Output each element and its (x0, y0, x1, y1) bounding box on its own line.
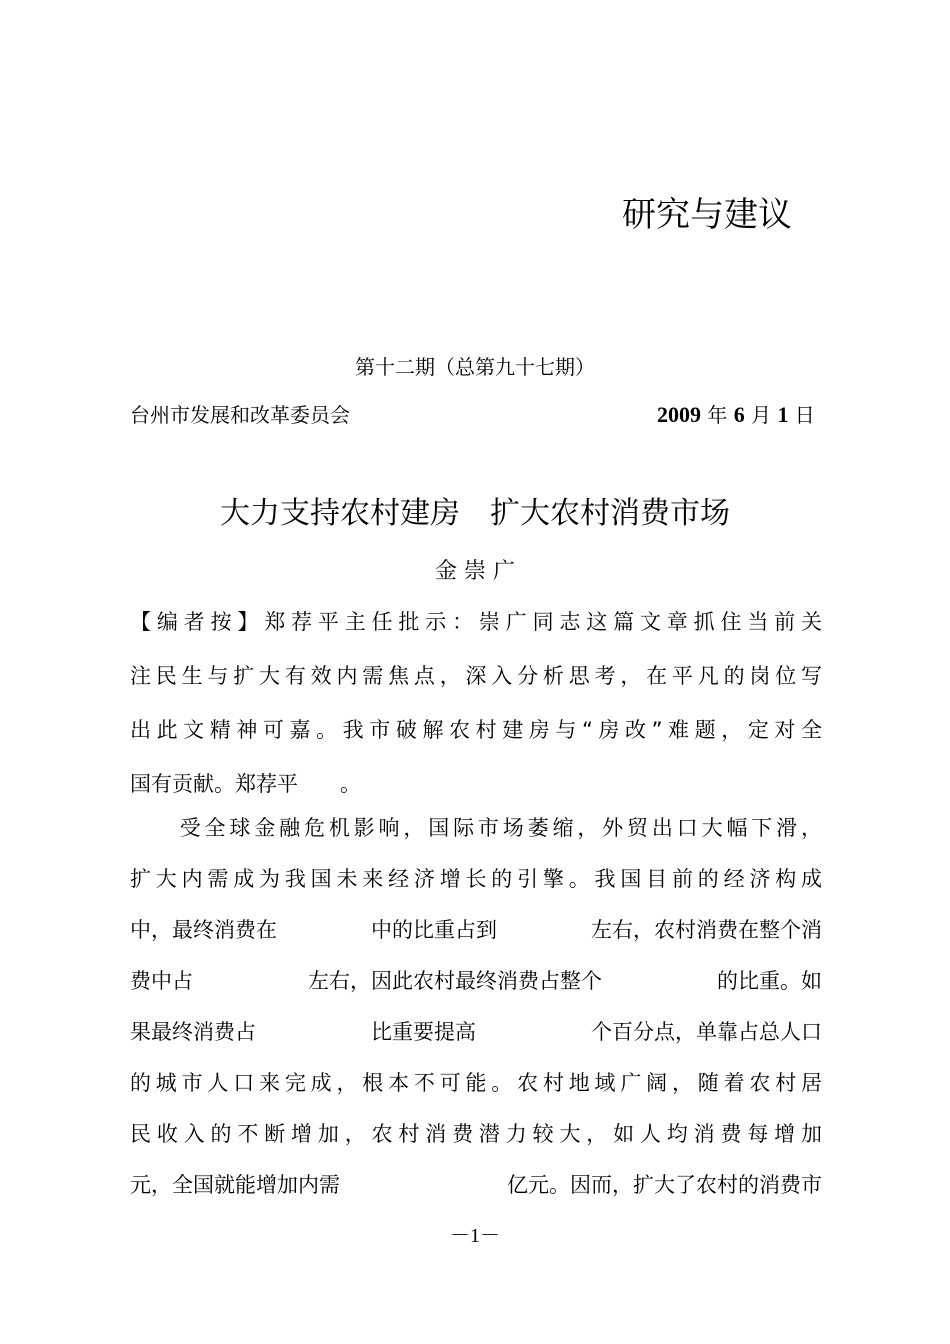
article-author: 金 崇 广 (435, 559, 515, 584)
date-month: 6 (733, 402, 745, 427)
body-text-segment: 比重要提高 (371, 1020, 476, 1044)
date-day: 1 (777, 402, 789, 427)
date-month-unit: 月 (744, 403, 778, 427)
page-number: －1－ (450, 1225, 500, 1247)
body-line (130, 1169, 822, 1201)
body-text-segment: 民收入的不断增加，农村消费潜力较大，如人均消费每增加 (130, 1122, 822, 1146)
body-text-segment: 的比重。如 (717, 969, 822, 993)
editor-note-line (130, 714, 822, 746)
issue-number: 第十二期（总第九十七期） (355, 355, 595, 379)
date-year-unit: 年 (701, 403, 734, 427)
editor-note-text-segment: 注民生与扩大有效内需焦点，深入分析思考，在平凡的岗位写 (130, 664, 822, 688)
editor-note-text-segment: 国有贡献。郑荐平 。 (130, 772, 361, 796)
body-line (130, 863, 822, 895)
body-text-segment: 费中占 (130, 969, 193, 993)
document-header-title: 研究与建议 (622, 195, 792, 235)
body-line (130, 1016, 822, 1048)
editor-note-text-segment: 【编者按】郑荐平主任批示：崇广同志这篇文章抓住当前关 (130, 610, 822, 634)
body-text-segment: 中，最终消费在 (130, 918, 277, 942)
body-text-segment: 左右，因此农村最终消费占整个 (308, 969, 602, 993)
issue-date (657, 400, 815, 430)
body-line (130, 914, 822, 946)
body-line (130, 812, 822, 844)
body-text-segment: 扩大内需成为我国未来经济增长的引擎。我国目前的经济构成 (130, 867, 822, 891)
body-text-segment: 个百分点，单靠占总人口 (591, 1020, 822, 1044)
body-text-segment: 左右，农村消费在整个消 (591, 918, 822, 942)
body-text-segment: 亿元。因而，扩大了农村的消费市 (507, 1173, 822, 1197)
body-text-segment: 受全球金融危机影响，国际市场萎缩，外贸出口大幅下滑， (130, 816, 822, 840)
editor-note-text-segment: 出此文精神可嘉。我市破解农村建房与“房改”难题，定对全 (130, 718, 822, 742)
body-line (130, 1118, 822, 1150)
body-text-segment: 中的比重占到 (371, 918, 497, 942)
issuing-organization: 台州市发展和改革委员会 (130, 403, 350, 427)
body-text-segment: 果最终消费占 (130, 1020, 256, 1044)
body-text-segment: 元，全国就能增加内需 (130, 1173, 340, 1197)
article-title: 大力支持农村建房 扩大农村消费市场 (220, 496, 730, 531)
editor-note-line (130, 660, 822, 692)
body-line (130, 1067, 822, 1099)
body-text-segment: 的城市人口来完成，根本不可能。农村地域广阔，随着农村居 (130, 1071, 822, 1095)
editor-note-line (130, 768, 822, 800)
body-line (130, 965, 822, 997)
editor-note-line (130, 606, 822, 638)
date-year: 2009 (657, 402, 701, 427)
date-day-unit: 日 (788, 403, 815, 427)
